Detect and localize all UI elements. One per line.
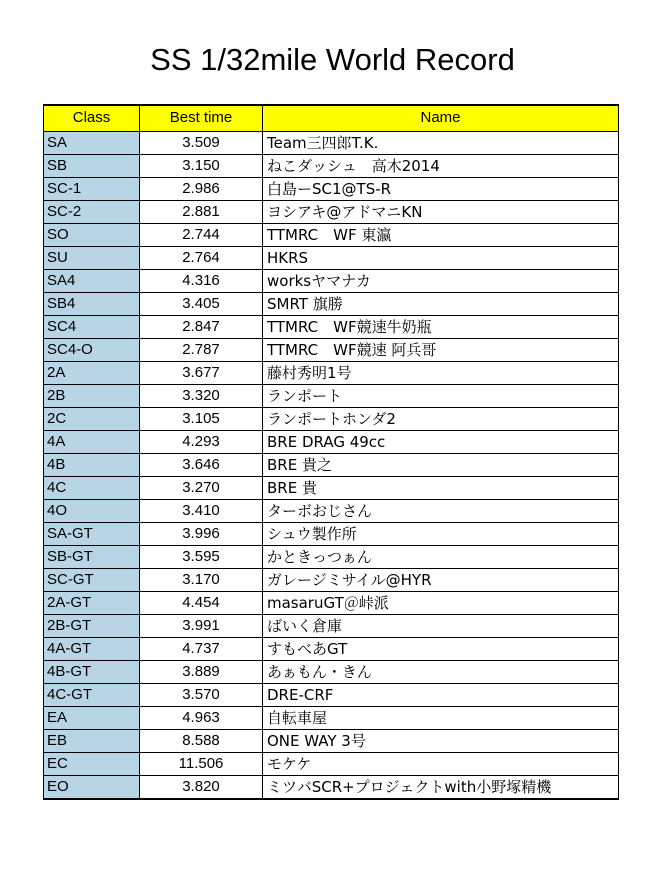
class-cell: 2C [44, 407, 140, 430]
class-cell: 2B-GT [44, 614, 140, 637]
name-cell: すもべあGT [263, 637, 619, 660]
table-row [44, 269, 619, 292]
table-row [44, 338, 619, 361]
table-row [44, 177, 619, 200]
time-cell: 2.764 [140, 246, 263, 269]
class-cell: 4C-GT [44, 683, 140, 706]
class-cell: 2B [44, 384, 140, 407]
time-cell: 3.320 [140, 384, 263, 407]
class-cell: 4A-GT [44, 637, 140, 660]
time-cell: 3.410 [140, 499, 263, 522]
time-cell: 3.996 [140, 522, 263, 545]
records-table [43, 104, 619, 800]
time-cell: 3.150 [140, 154, 263, 177]
table-row [44, 591, 619, 614]
class-cell: SC-GT [44, 568, 140, 591]
time-cell: 4.454 [140, 591, 263, 614]
header-row [44, 105, 619, 131]
time-cell: 3.991 [140, 614, 263, 637]
name-cell: 白島ーSC1@TS-R [263, 177, 619, 200]
time-cell: 2.847 [140, 315, 263, 338]
time-cell: 3.677 [140, 361, 263, 384]
table-row [44, 223, 619, 246]
table-row [44, 752, 619, 775]
class-cell: EC [44, 752, 140, 775]
name-cell: worksヤマナカ [263, 269, 619, 292]
table-row [44, 246, 619, 269]
name-cell: 自転車屋 [263, 706, 619, 729]
class-cell: SA4 [44, 269, 140, 292]
class-cell: EA [44, 706, 140, 729]
name-cell: masaruGT＠峠派 [263, 591, 619, 614]
table-row [44, 407, 619, 430]
table-row [44, 522, 619, 545]
class-cell: SC4-O [44, 338, 140, 361]
class-cell: SA-GT [44, 522, 140, 545]
table-row [44, 154, 619, 177]
name-cell: ランポートホンダ2 [263, 407, 619, 430]
class-cell: SB-GT [44, 545, 140, 568]
class-cell: SC4 [44, 315, 140, 338]
class-cell: SU [44, 246, 140, 269]
name-cell: SMRT 旗勝 [263, 292, 619, 315]
class-cell: SB [44, 154, 140, 177]
time-cell: 2.787 [140, 338, 263, 361]
name-cell: モケケ [263, 752, 619, 775]
time-cell: 4.293 [140, 430, 263, 453]
table-row [44, 729, 619, 752]
time-cell: 3.405 [140, 292, 263, 315]
time-cell: 3.820 [140, 775, 263, 799]
name-cell: 藤村秀明1号 [263, 361, 619, 384]
name-cell: TTMRC WF競速 阿兵哥 [263, 338, 619, 361]
name-cell: ランポート [263, 384, 619, 407]
name-cell: Team三四郎T.K. [263, 131, 619, 154]
name-cell: ガレージミサイル@HYR [263, 568, 619, 591]
table-row [44, 637, 619, 660]
table-row [44, 568, 619, 591]
class-cell: EO [44, 775, 140, 799]
table-row [44, 430, 619, 453]
name-cell: BRE DRAG 49cc [263, 430, 619, 453]
class-cell: 4A [44, 430, 140, 453]
class-cell: 4O [44, 499, 140, 522]
table-row [44, 545, 619, 568]
time-cell: 4.963 [140, 706, 263, 729]
time-cell: 2.881 [140, 200, 263, 223]
name-cell: あぁもん・きん [263, 660, 619, 683]
table-row [44, 200, 619, 223]
time-cell: 11.506 [140, 752, 263, 775]
table-row [44, 706, 619, 729]
page-title: SS 1/32mile World Record [150, 42, 515, 77]
class-cell: SC-2 [44, 200, 140, 223]
name-cell: ターボおじさん [263, 499, 619, 522]
class-cell: SB4 [44, 292, 140, 315]
table-row [44, 292, 619, 315]
name-cell: BRE 貴 [263, 476, 619, 499]
time-cell: 3.646 [140, 453, 263, 476]
name-cell: DRE-CRF [263, 683, 619, 706]
name-cell: ミツバSCR+プロジェクトwith小野塚精機 [263, 775, 619, 799]
table-row [44, 384, 619, 407]
class-cell: 4B [44, 453, 140, 476]
time-cell: 3.570 [140, 683, 263, 706]
time-cell: 3.270 [140, 476, 263, 499]
table-row [44, 775, 619, 799]
name-cell: TTMRC WF競速牛奶瓶 [263, 315, 619, 338]
class-cell: EB [44, 729, 140, 752]
time-cell: 3.509 [140, 131, 263, 154]
time-cell: 2.986 [140, 177, 263, 200]
table-row [44, 361, 619, 384]
name-cell: HKRS [263, 246, 619, 269]
column-header-best-time: Best time [140, 105, 263, 131]
time-cell: 3.595 [140, 545, 263, 568]
table-row [44, 453, 619, 476]
name-cell: シュウ製作所 [263, 522, 619, 545]
table-row [44, 499, 619, 522]
name-cell: かときっつぁん [263, 545, 619, 568]
time-cell: 3.105 [140, 407, 263, 430]
class-cell: 2A-GT [44, 591, 140, 614]
name-cell: TTMRC WF 東瀛 [263, 223, 619, 246]
time-cell: 3.170 [140, 568, 263, 591]
time-cell: 8.588 [140, 729, 263, 752]
table-row [44, 614, 619, 637]
time-cell: 2.744 [140, 223, 263, 246]
name-cell: ヨシアキ@アドマニKN [263, 200, 619, 223]
time-cell: 3.889 [140, 660, 263, 683]
column-header-class: Class [44, 105, 140, 131]
name-cell: BRE 貴之 [263, 453, 619, 476]
class-cell: 4B-GT [44, 660, 140, 683]
name-cell: ONE WAY 3号 [263, 729, 619, 752]
class-cell: SA [44, 131, 140, 154]
class-cell: SO [44, 223, 140, 246]
class-cell: 4C [44, 476, 140, 499]
time-cell: 4.737 [140, 637, 263, 660]
table-row [44, 315, 619, 338]
name-cell: ねこダッシュ 高木2014 [263, 154, 619, 177]
table-row [44, 683, 619, 706]
class-cell: 2A [44, 361, 140, 384]
name-cell: ばいく倉庫 [263, 614, 619, 637]
table-row [44, 476, 619, 499]
class-cell: SC-1 [44, 177, 140, 200]
table-row [44, 131, 619, 154]
time-cell: 4.316 [140, 269, 263, 292]
table-row [44, 660, 619, 683]
column-header-name: Name [263, 105, 619, 131]
